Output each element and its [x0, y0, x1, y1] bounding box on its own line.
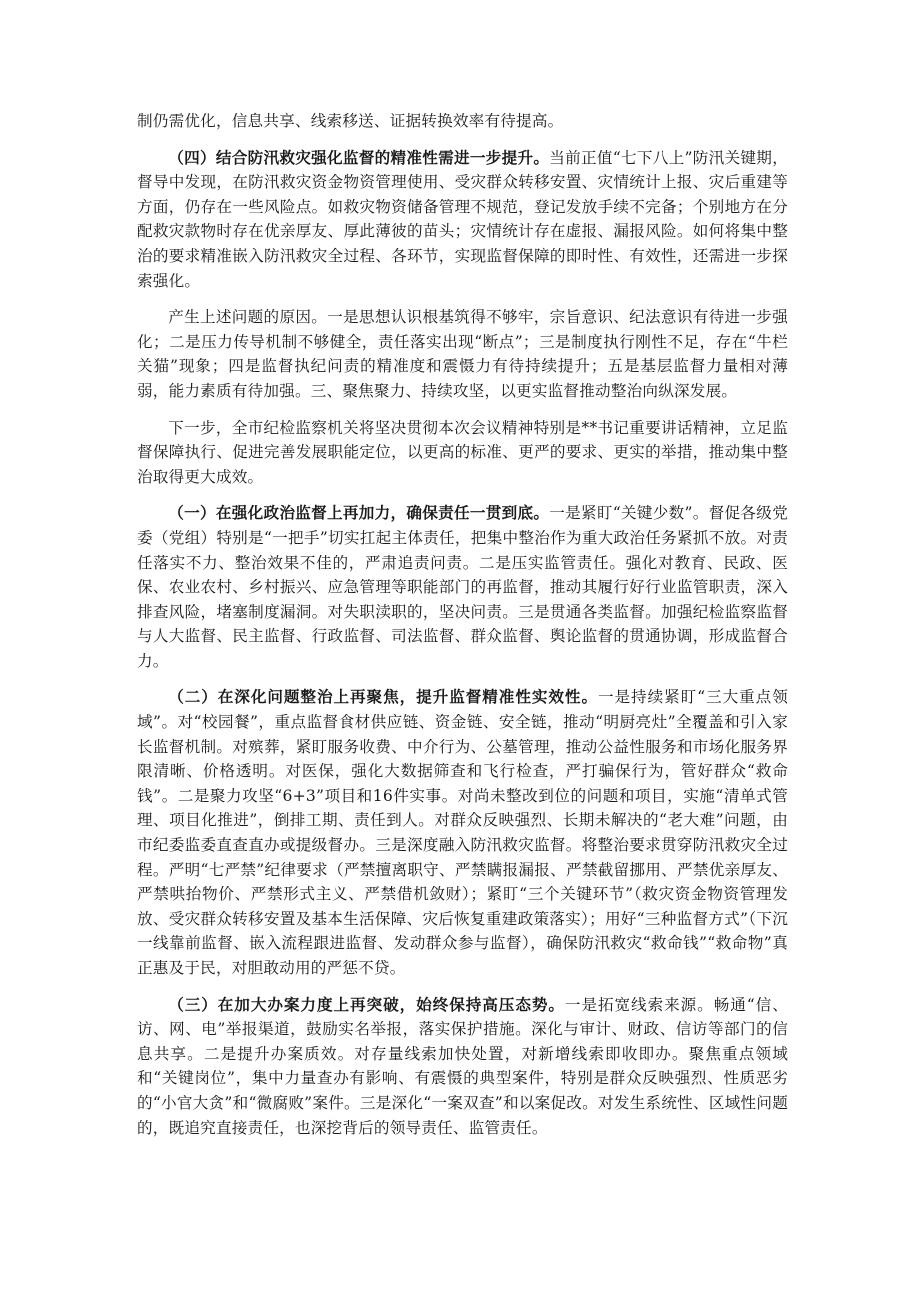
section-heading: （二）在深化问题整治上再聚焦，提升监督精准性实效性。 [168, 687, 598, 707]
paragraph-measure-3 [137, 993, 788, 1141]
section-heading: （四）结合防汛救灾强化监督的精准性需进一步提升。 [168, 147, 550, 167]
paragraph-text: 一是持续紧盯“三大重点领域”。对“校园餐”，重点监督食材供应链、资金链、安全链，推动“明厨亮灶”全覆盖和引入家长监督机制。对殡葬，紧盯服务收费、中介行为、公墓管理，推动公益性服务和市场化服务界限清晰、价格透明。对医保，强化大数据筛查和飞行检查，严打骗保行为，管好群众“救命钱”。二是聚力攻坚“6+3”项目和16件实事。对尚未整改到位的问题和项目，实施“清单式管理、项目化推进”，倒排工期、责任到人。对群众反映强烈、长期未解决的“老大难”问题，由市纪委监委直查直办或提级督办。三是深度融入防汛救灾监督。将整治要求贯穿防汛救灾全过程。严明“七严禁”纪律要求（严禁擅离职守、严禁瞒报漏报、严禁截留挪用、严禁优亲厚友、严禁哄抬物价、严禁形式主义、严禁借机敛财）；紧盯“三个关键环节”（救灾资金物资管理发放、受灾群众转移安置及基本生活保障、灾后恢复重建政策落实）；用好“三种监督方式”（下沉一线靠前监督、嵌入流程跟进监督、发动群众参与监督），确保防汛救灾“救命钱”“救命物”真正惠及于民，对胆敢动用的严惩不贷。 [137, 688, 789, 977]
paragraph-text: 下一步，全市纪检监察机关将坚决贯彻本次会议精神特别是**书记重要讲话精神，立足监督保障执行、促进完善发展职能定位，以更高的标准、更严的要求、更实的举措，推动集中整治取得更大成效。 [137, 418, 788, 486]
paragraph-measure-2 [137, 685, 788, 980]
paragraph-text: 产生上述问题的原因。一是思想认识根基筑得不够牢，宗旨意识、纪法意识有待进一步强化；二是压力传导机制不够健全，责任落实出现“断点”；三是制度执行刚性不足，存在“牛栏关猫”现象；四是监督执纪问责的精准度和震慑力有待持续提升；五是基层监督力量相对薄弱，能力素质有待加强。三、聚焦聚力、持续攻坚，以更实监督推动整治向纵深发展。 [137, 308, 788, 400]
document-body [137, 109, 788, 1152]
paragraph-continuation [137, 109, 788, 134]
paragraph-text: 一是紧盯“关键少数”。督促各级党委（党组）特别是“一把手”切实扛起主体责任，把集中整治作为重大政治任务紧抓不放。对责任落实不力、整治效果不佳的，严肃追责问责。二是压实监管责任。强化对教育、民政、医保、农业农村、乡村振兴、应急管理等职能部门的再监督，推动其履行好行业监管职责，深入排查风险，堵塞制度漏洞。对失职渎职的，坚决问责。三是贯通各类监督。加强纪检监察监督与人大监督、民主监督、行政监督、司法监督、群众监督、舆论监督的贯通协调，形成监督合力。 [137, 504, 788, 670]
paragraph-causes [137, 305, 788, 403]
paragraph-next-step [137, 416, 788, 490]
paragraph-section-4 [137, 146, 788, 294]
paragraph-text: 当前正值“七下八上”防汛关键期，督导中发现，在防汛救灾资金物资管理使用、受灾群众转移安置、灾情统计上报、灾后重建等方面，仍存在一些风险点。如救灾物资储备管理不规范，登记发放手续不完备；个别地方在分配救灾款物时存在优亲厚友、厚此薄彼的苗头；灾情统计存在虚报、漏报风险。如何将集中整治的要求精准嵌入防汛救灾全过程、各环节，实现监督保障的即时性、有效性，还需进一步探索强化。 [137, 148, 788, 290]
section-heading: （一）在强化政治监督上再加力，确保责任一贯到底。 [168, 503, 550, 523]
paragraph-measure-1 [137, 501, 788, 673]
paragraph-text: 一是拓宽线索来源。畅通“信、访、网、电”举报渠道，鼓励实名举报，落实保护措施。深化与审计、财政、信访等部门的信息共享。二是提升办案质效。对存量线索加快处置，对新增线索即收即办。聚焦重点领域和“关键岗位”，集中力量查办有影响、有震慑的典型案件，特别是群众反映强烈、性质恶劣的“小官大贪”和“微腐败”案件。三是深化“一案双查”和以案促改。对发生系统性、区域性问题的，既追究直接责任，也深挖背后的领导责任、监管责任。 [137, 995, 788, 1137]
paragraph-text: 制仍需优化，信息共享、线索移送、证据转换效率有待提高。 [137, 112, 564, 130]
section-heading: （三）在加大办案力度上再突破，始终保持高压态势。 [168, 994, 565, 1014]
